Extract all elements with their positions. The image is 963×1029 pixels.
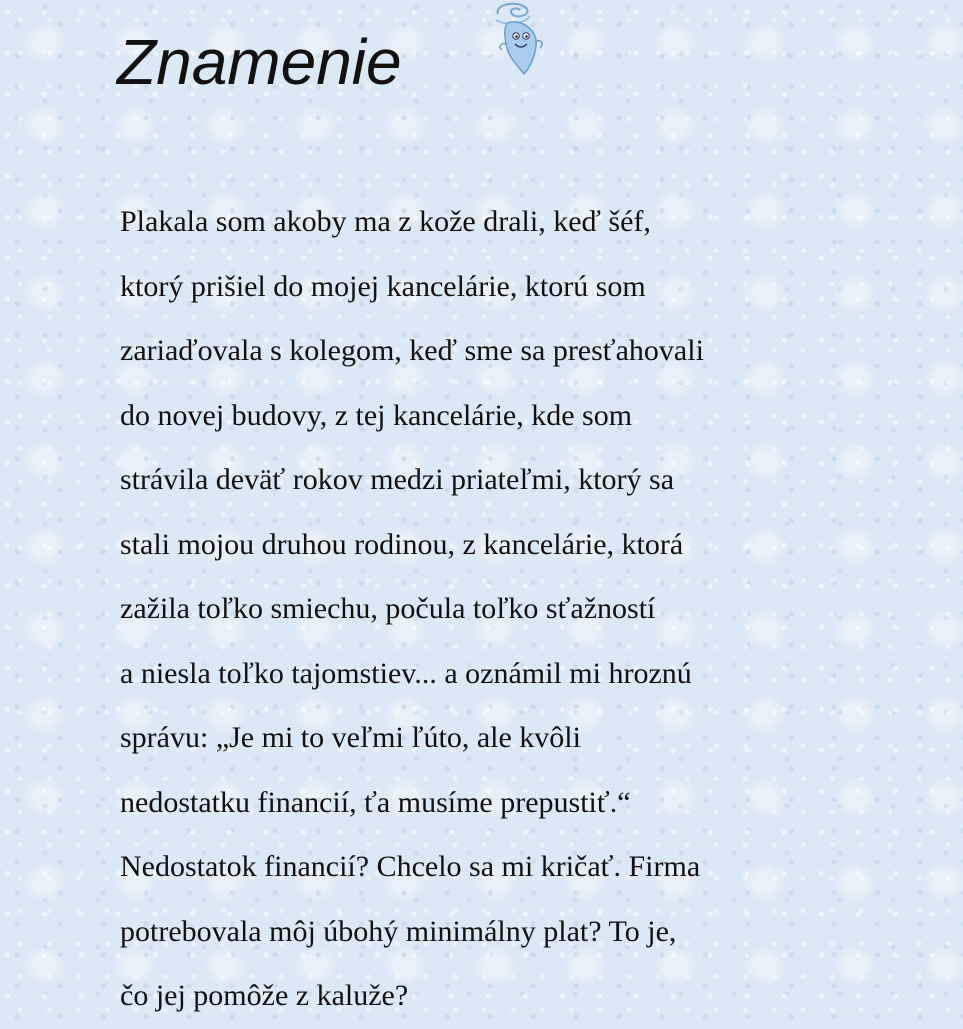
body-line: ktorý prišiel do mojej kancelárie, ktorú som bbox=[120, 269, 646, 303]
body-line: zažila toľko smiechu, počula toľko sťažností bbox=[120, 592, 656, 625]
body-line: Plakala som akoby ma z kože drali, keď šéf, bbox=[120, 205, 651, 238]
body-line: nedostatku financií, ťa musíme prepustiť.“ bbox=[120, 785, 631, 819]
body-line: Nedostatok financií? Chcelo sa mi kričať. Firma bbox=[120, 850, 701, 883]
body-line: stali mojou druhou rodinou, z kancelárie, ktorá bbox=[120, 527, 684, 561]
body-line: strávila deväť rokov medzi priateľmi, ktorý sa bbox=[120, 463, 675, 496]
body-line: a niesla toľko tajomstiev... a oznámil mi hroznú bbox=[120, 656, 692, 690]
water-drop-mascot-icon bbox=[488, 0, 548, 76]
body-line: zariaďovala s kolegom, keď sme sa presťahovali bbox=[120, 334, 704, 367]
body-line: čo jej pomôže z kaluže? bbox=[120, 979, 409, 1012]
slide-body bbox=[120, 190, 880, 1029]
body-line: správu: „Je mi to veľmi ľúto, ale kvôli bbox=[120, 721, 581, 754]
body-line: potrebovala môj úbohý minimálny plat? To je, bbox=[120, 914, 677, 948]
slide-title: Znamenie bbox=[117, 26, 402, 98]
body-line: do novej budovy, z tej kancelárie, kde som bbox=[120, 398, 633, 432]
